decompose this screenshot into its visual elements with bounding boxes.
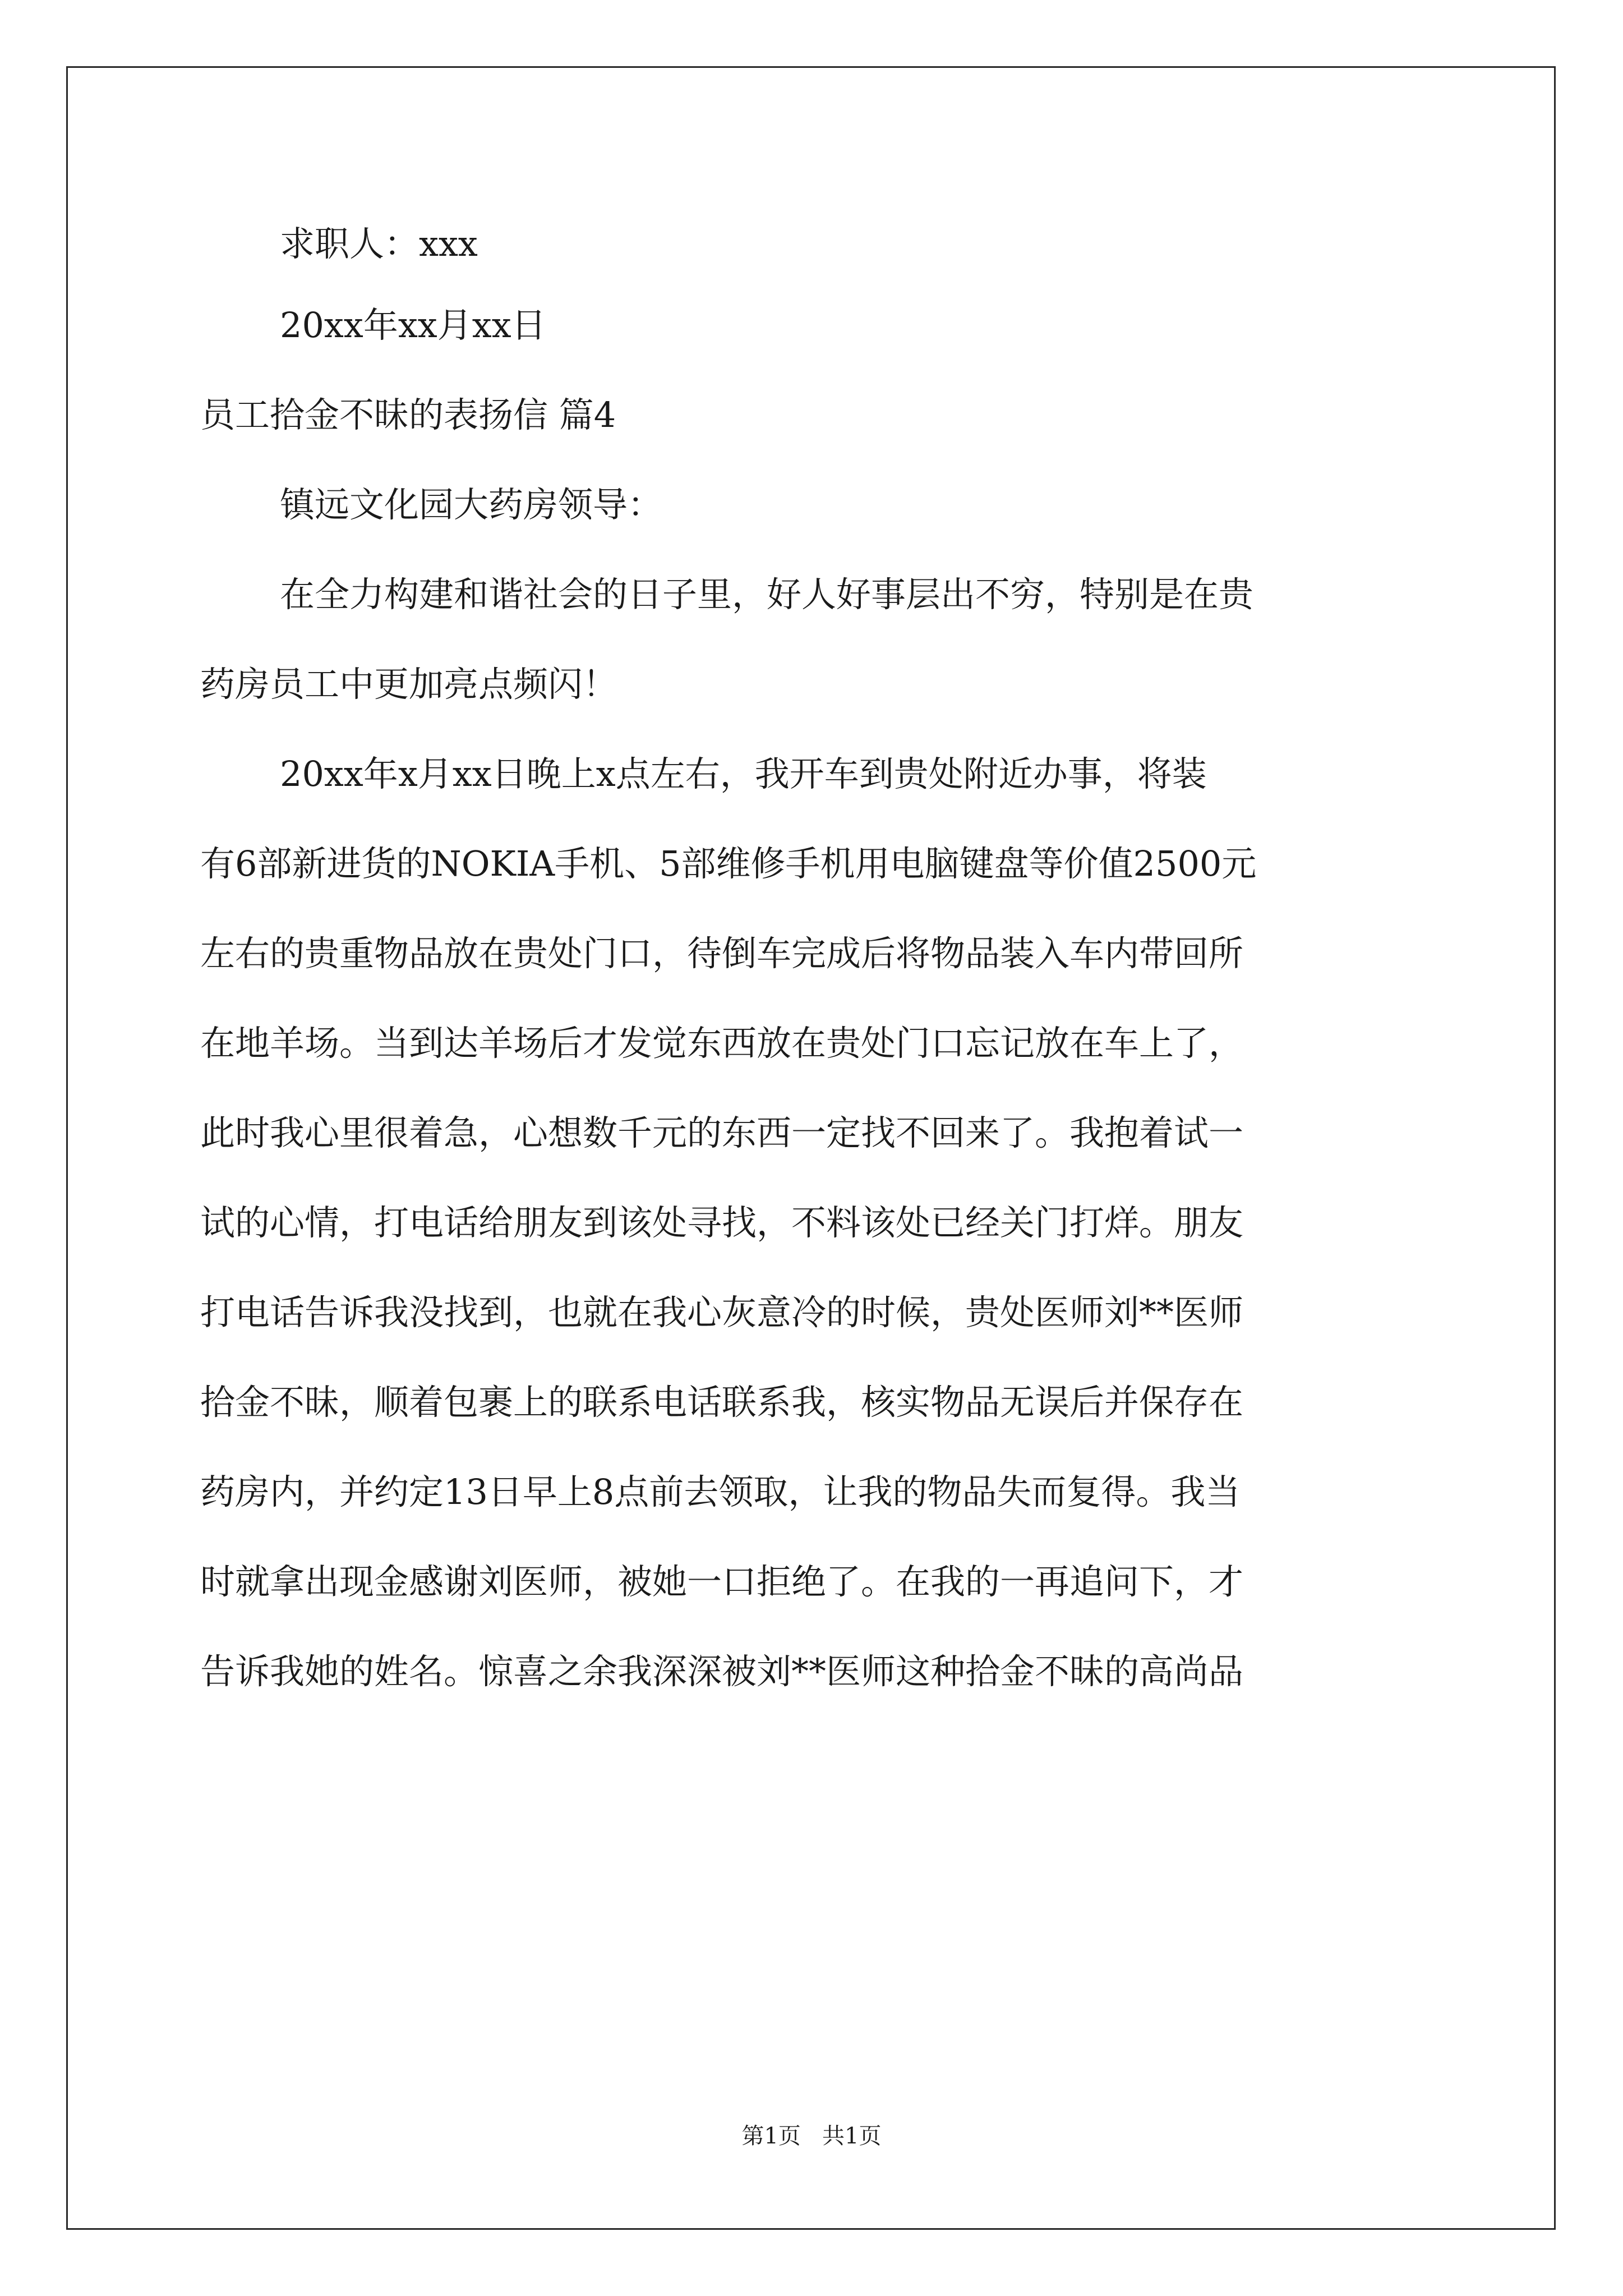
body-line: 此时我心里很着急，心想数千元的东西一定找不回来了。我抱着试一 <box>200 1112 1244 1153</box>
date-line: 20xx年xx月xx日 <box>280 305 546 346</box>
body-line: 拾金不昧，顺着包裹上的联系电话联系我，核实物品无误后并保存在 <box>200 1382 1244 1423</box>
body-line: 左右的贵重物品放在贵处门口，待倒车完成后将物品装入车内带回所 <box>200 933 1244 974</box>
salutation: 镇远文化园大药房领导： <box>280 484 663 525</box>
body-line: 在全力构建和谐社会的日子里，好人好事层出不穷，特别是在贵 <box>280 574 1254 615</box>
section-heading: 员工拾金不昧的表扬信 篇4 <box>200 394 616 435</box>
body-line: 打电话告诉我没找到，也就在我心灰意冷的时候，贵处医师刘**医师 <box>200 1292 1244 1333</box>
body-line: 药房员工中更加亮点频闪！ <box>200 664 618 705</box>
document-body <box>200 208 1434 1717</box>
body-line: 试的心情，打电话给朋友到该处寻找，不料该处已经关门打烊。朋友 <box>200 1202 1244 1243</box>
page-footer: 第1页 共1页 <box>741 2123 882 2149</box>
body-line: 20xx年x月xx日晚上x点左右，我开车到贵处附近办事，将装 <box>280 753 1207 794</box>
body-line: 药房内，并约定13日早上8点前去领取，让我的物品失而复得。我当 <box>200 1471 1241 1512</box>
body-line: 有6部新进货的NOKIA手机、5部维修手机用电脑键盘等价值2500元 <box>200 843 1257 884</box>
body-line: 告诉我她的姓名。惊喜之余我深深被刘**医师这种拾金不昧的高尚品 <box>200 1651 1244 1692</box>
body-line: 在地羊场。当到达羊场后才发觉东西放在贵处门口忘记放在车上了， <box>200 1023 1244 1064</box>
applicant-line: 求职人：xxx <box>280 223 478 264</box>
body-line: 时就拿出现金感谢刘医师，被她一口拒绝了。在我的一再追问下，才 <box>200 1561 1244 1602</box>
